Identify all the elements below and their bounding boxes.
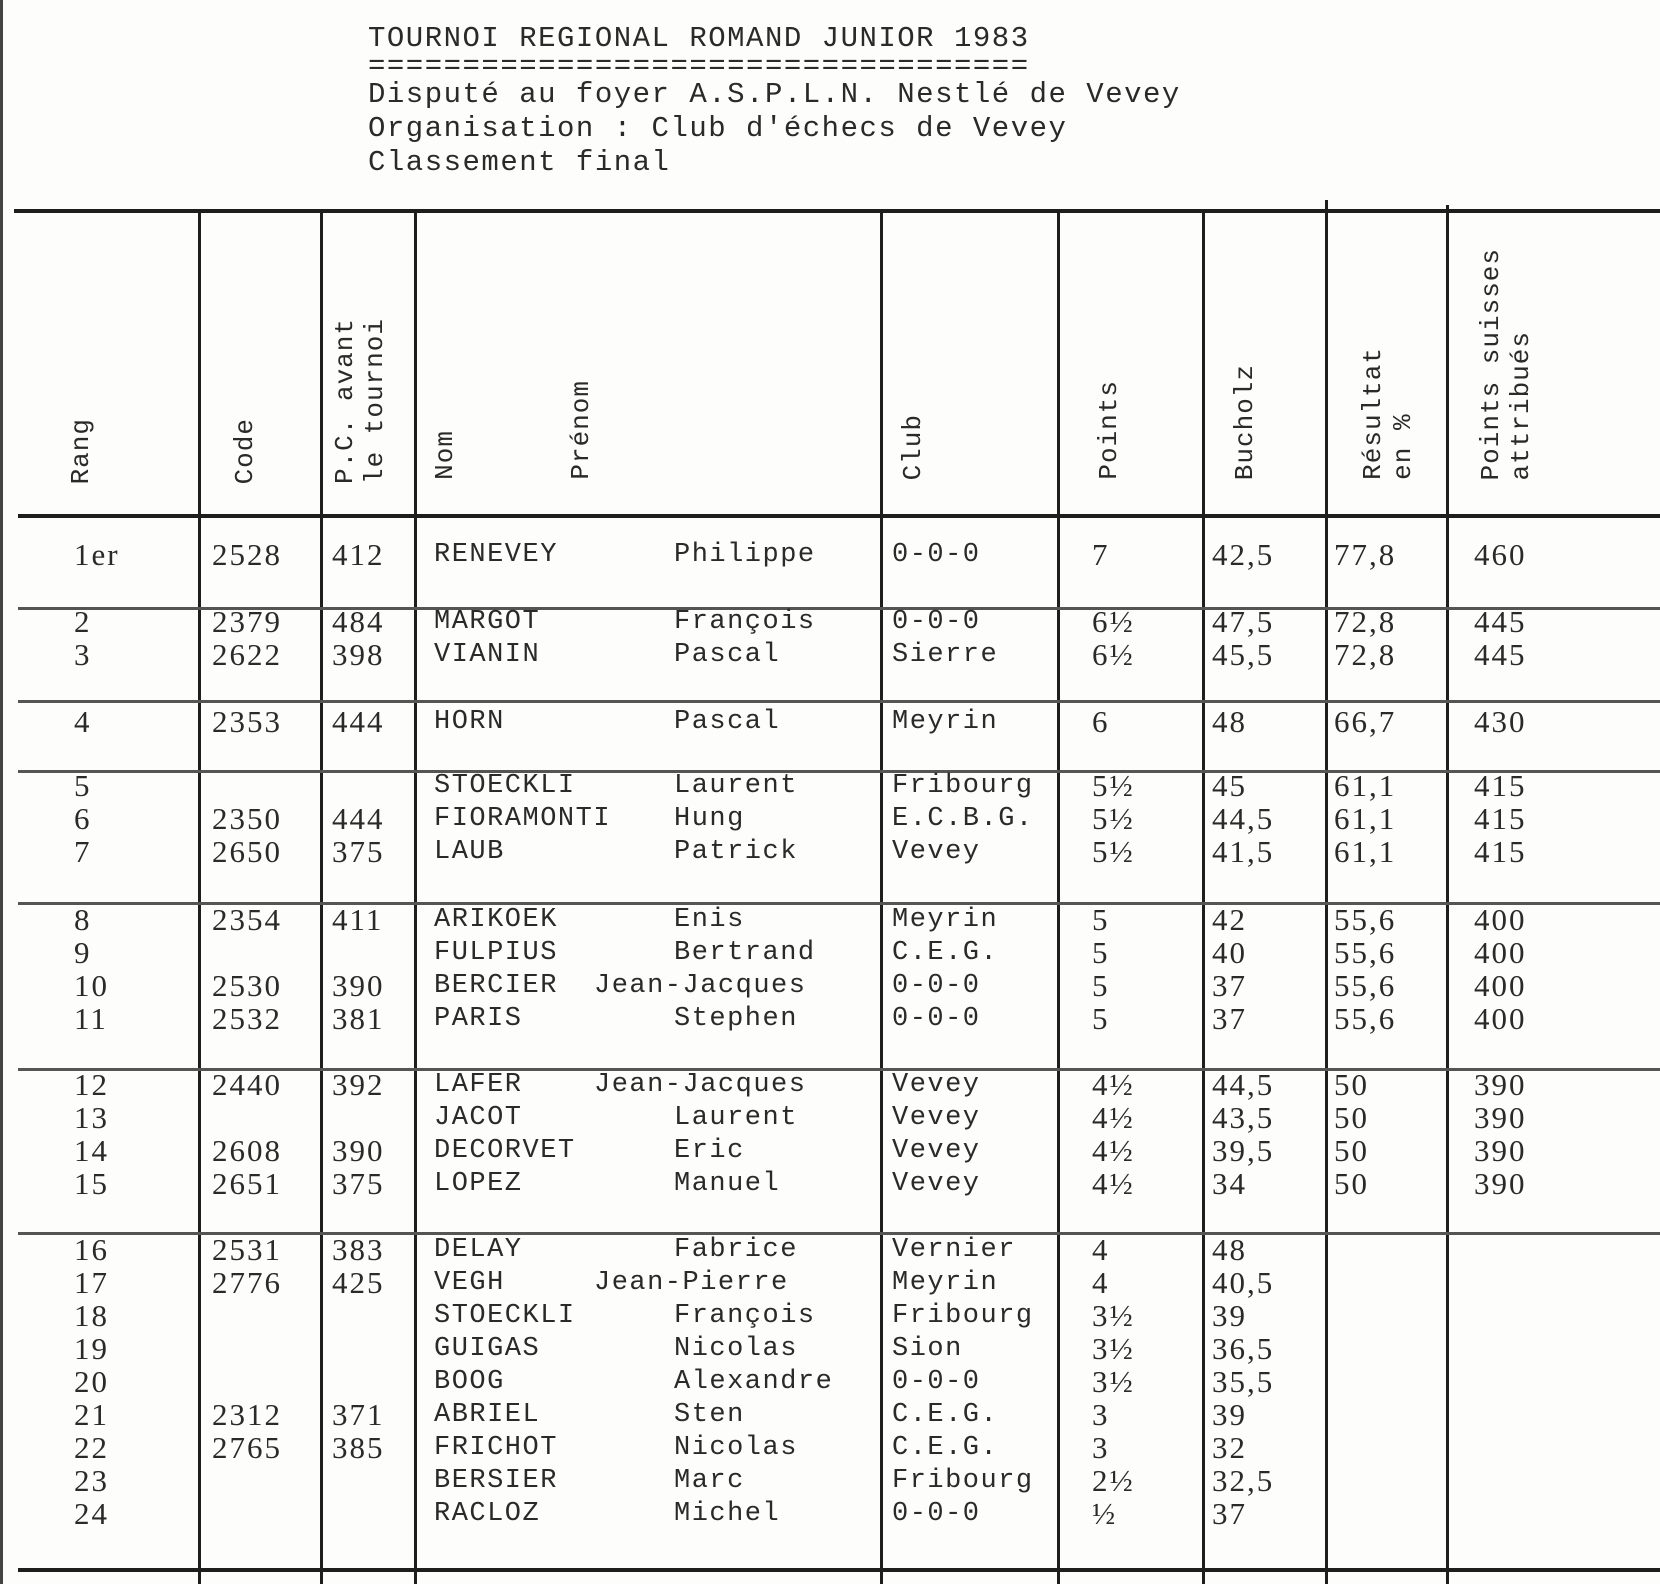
cell-pc: 375 <box>332 1166 385 1201</box>
cell-club: C.E.G. <box>892 938 999 968</box>
cell-resultat: 55,6 <box>1334 968 1397 1003</box>
cell-club: Sierre <box>892 640 999 670</box>
cell-prenom: Patrick <box>674 837 798 867</box>
cell-bucholz: 40,5 <box>1212 1265 1275 1300</box>
cell-nom: FRICHOT <box>434 1433 558 1463</box>
cell-club: Fribourg <box>892 771 1034 801</box>
cell-code: 2776 <box>212 1265 282 1300</box>
cell-rang: 21 <box>74 1397 109 1432</box>
cell-suisses: 415 <box>1474 801 1527 836</box>
cell-suisses: 390 <box>1474 1133 1527 1168</box>
table-bottom-border <box>18 1568 1660 1572</box>
cell-points: 3 <box>1092 1397 1110 1432</box>
cell-club: Sion <box>892 1334 963 1364</box>
header-club: Club <box>898 413 928 480</box>
cell-suisses: 415 <box>1474 768 1527 803</box>
cell-points: 6½ <box>1092 637 1135 672</box>
cell-code: 2379 <box>212 604 282 639</box>
cell-code: 2608 <box>212 1133 282 1168</box>
cell-prenom: Bertrand <box>674 938 816 968</box>
cell-bucholz: 40 <box>1212 935 1247 970</box>
cell-points: 4½ <box>1092 1133 1135 1168</box>
cell-bucholz: 44,5 <box>1212 801 1275 836</box>
cell-bucholz: 48 <box>1212 1232 1247 1267</box>
group-separator <box>18 700 1660 703</box>
cell-nom: FIORAMONTI <box>434 804 612 834</box>
cell-rang: 2 <box>74 604 92 639</box>
cell-prenom: Philippe <box>674 540 816 570</box>
cell-pc: 444 <box>332 801 385 836</box>
cell-nom: GUIGAS <box>434 1334 541 1364</box>
cell-points: 5 <box>1092 968 1110 1003</box>
cell-rang: 3 <box>74 637 92 672</box>
cell-code: 2622 <box>212 637 282 672</box>
cell-resultat: 50 <box>1334 1166 1369 1201</box>
cell-rang: 24 <box>74 1496 109 1531</box>
cell-prenom: Stephen <box>674 1004 798 1034</box>
cell-code: 2528 <box>212 537 282 572</box>
cell-bucholz: 39,5 <box>1212 1133 1275 1168</box>
cell-club: Vevey <box>892 1070 981 1100</box>
cell-rang: 14 <box>74 1133 109 1168</box>
cell-bucholz: 45,5 <box>1212 637 1275 672</box>
cell-prenom: Manuel <box>674 1169 781 1199</box>
cell-pc: 444 <box>332 704 385 739</box>
cell-nom: DECORVET <box>434 1136 576 1166</box>
cell-points: 6½ <box>1092 604 1135 639</box>
cell-nom: ARIKOEK <box>434 905 558 935</box>
cell-resultat: 77,8 <box>1334 537 1397 572</box>
cell-resultat: 72,8 <box>1334 637 1397 672</box>
cell-points: 7 <box>1092 537 1110 572</box>
cell-rang: 15 <box>74 1166 109 1201</box>
cell-resultat: 55,6 <box>1334 1001 1397 1036</box>
cell-code: 2440 <box>212 1067 282 1102</box>
cell-nom: LOPEZ <box>434 1169 523 1199</box>
cell-rang: 22 <box>74 1430 109 1465</box>
cell-prenom: Nicolas <box>674 1334 798 1364</box>
cell-rang: 8 <box>74 902 92 937</box>
cell-prenom: François <box>674 1301 816 1331</box>
cell-nom: STOECKLI <box>434 1301 576 1331</box>
cell-points: 4 <box>1092 1265 1110 1300</box>
header-code: Code <box>230 417 260 484</box>
cell-rang: 23 <box>74 1463 109 1498</box>
cell-rang: 16 <box>74 1232 109 1267</box>
cell-nom: DELAY <box>434 1235 523 1265</box>
cell-prenom: Jean-Pierre <box>594 1268 789 1298</box>
cell-club: C.E.G. <box>892 1433 999 1463</box>
cell-nom: LAUB <box>434 837 505 867</box>
header-resultat: Résultat en % <box>1358 347 1418 480</box>
cell-bucholz: 32,5 <box>1212 1463 1275 1498</box>
col-divider-code <box>320 213 323 1584</box>
cell-nom: ABRIEL <box>434 1400 541 1430</box>
organisation-line: Organisation : Club d'échecs de Vevey <box>368 112 1068 145</box>
cell-pc: 383 <box>332 1232 385 1267</box>
cell-nom: RENEVEY <box>434 540 558 570</box>
cell-points: 5 <box>1092 1001 1110 1036</box>
cell-bucholz: 34 <box>1212 1166 1247 1201</box>
cell-bucholz: 39 <box>1212 1298 1247 1333</box>
cell-bucholz: 43,5 <box>1212 1100 1275 1135</box>
cell-prenom: Alexandre <box>674 1367 834 1397</box>
cell-points: 4½ <box>1092 1100 1135 1135</box>
cell-prenom: Fabrice <box>674 1235 798 1265</box>
cell-club: Meyrin <box>892 1268 999 1298</box>
cell-pc: 484 <box>332 604 385 639</box>
cell-club: Fribourg <box>892 1301 1034 1331</box>
cell-prenom: Eric <box>674 1136 745 1166</box>
cell-rang: 13 <box>74 1100 109 1135</box>
cell-club: 0-0-0 <box>892 1367 981 1397</box>
cell-rang: 18 <box>74 1298 109 1333</box>
cell-suisses: 390 <box>1474 1166 1527 1201</box>
cell-points: 3 <box>1092 1430 1110 1465</box>
cell-pc: 390 <box>332 968 385 1003</box>
cell-bucholz: 48 <box>1212 704 1247 739</box>
cell-pc: 381 <box>332 1001 385 1036</box>
cell-code: 2312 <box>212 1397 282 1432</box>
cell-club: Vevey <box>892 1103 981 1133</box>
col-divider-name <box>880 213 883 1584</box>
col-divider-rang <box>198 213 201 1584</box>
cell-bucholz: 37 <box>1212 968 1247 1003</box>
cell-prenom: François <box>674 607 816 637</box>
cell-bucholz: 45 <box>1212 768 1247 803</box>
cell-club: 0-0-0 <box>892 607 981 637</box>
cell-code: 2354 <box>212 902 282 937</box>
cell-points: 2½ <box>1092 1463 1135 1498</box>
cell-rang: 4 <box>74 704 92 739</box>
cell-suisses: 430 <box>1474 704 1527 739</box>
cell-code: 2530 <box>212 968 282 1003</box>
cell-points: 3½ <box>1092 1331 1135 1366</box>
cell-bucholz: 36,5 <box>1212 1331 1275 1366</box>
cell-bucholz: 32 <box>1212 1430 1247 1465</box>
cell-pc: 425 <box>332 1265 385 1300</box>
cell-nom: VEGH <box>434 1268 505 1298</box>
cell-rang: 9 <box>74 935 92 970</box>
cell-club: 0-0-0 <box>892 971 981 1001</box>
cell-resultat: 61,1 <box>1334 768 1397 803</box>
header-points: Points <box>1094 380 1124 480</box>
cell-bucholz: 44,5 <box>1212 1067 1275 1102</box>
cell-rang: 1er <box>74 537 120 572</box>
cell-resultat: 50 <box>1334 1067 1369 1102</box>
cell-resultat: 61,1 <box>1334 801 1397 836</box>
cell-nom: FULPIUS <box>434 938 558 968</box>
cell-nom: LAFER <box>434 1070 523 1100</box>
cell-suisses: 400 <box>1474 935 1527 970</box>
cell-pc: 412 <box>332 537 385 572</box>
header-bucholz: Bucholz <box>1230 363 1260 480</box>
group-separator <box>18 770 1660 773</box>
cell-resultat: 72,8 <box>1334 604 1397 639</box>
cell-bucholz: 37 <box>1212 1001 1247 1036</box>
cell-points: 5 <box>1092 935 1110 970</box>
cell-club: 0-0-0 <box>892 1004 981 1034</box>
cell-code: 2650 <box>212 834 282 869</box>
col-divider-points <box>1202 213 1205 1584</box>
cell-rang: 17 <box>74 1265 109 1300</box>
cell-suisses: 460 <box>1474 537 1527 572</box>
cell-club: Vernier <box>892 1235 1016 1265</box>
col-divider-club <box>1057 213 1060 1584</box>
cell-pc: 392 <box>332 1067 385 1102</box>
cell-suisses: 445 <box>1474 637 1527 672</box>
cell-nom: BERSIER <box>434 1466 558 1496</box>
cell-points: 4½ <box>1092 1166 1135 1201</box>
table-top-border <box>14 209 1660 213</box>
cell-nom: MARGOT <box>434 607 541 637</box>
cell-points: 4 <box>1092 1232 1110 1267</box>
cell-prenom: Pascal <box>674 640 781 670</box>
cell-nom: HORN <box>434 707 505 737</box>
cell-resultat: 61,1 <box>1334 834 1397 869</box>
cell-points: 5 <box>1092 902 1110 937</box>
cell-bucholz: 42 <box>1212 902 1247 937</box>
cell-nom: RACLOZ <box>434 1499 541 1529</box>
cell-nom: VIANIN <box>434 640 541 670</box>
cell-pc: 375 <box>332 834 385 869</box>
cell-resultat: 55,6 <box>1334 902 1397 937</box>
cell-rang: 7 <box>74 834 92 869</box>
cell-points: ½ <box>1092 1496 1118 1531</box>
cell-rang: 12 <box>74 1067 109 1102</box>
cell-bucholz: 41,5 <box>1212 834 1275 869</box>
cell-bucholz: 47,5 <box>1212 604 1275 639</box>
cell-prenom: Michel <box>674 1499 781 1529</box>
cell-prenom: Laurent <box>674 771 798 801</box>
cell-club: Vevey <box>892 1169 981 1199</box>
cell-suisses: 390 <box>1474 1067 1527 1102</box>
cell-club: Meyrin <box>892 707 999 737</box>
cell-pc: 398 <box>332 637 385 672</box>
cell-points: 5½ <box>1092 834 1135 869</box>
cell-prenom: Jean-Jacques <box>594 1070 807 1100</box>
cell-points: 6 <box>1092 704 1110 739</box>
cell-prenom: Jean-Jacques <box>594 971 807 1001</box>
cell-resultat: 50 <box>1334 1133 1369 1168</box>
cell-suisses: 400 <box>1474 902 1527 937</box>
cell-prenom: Nicolas <box>674 1433 798 1463</box>
header-nom: Nom <box>430 430 460 480</box>
cell-points: 5½ <box>1092 801 1135 836</box>
cell-code: 2532 <box>212 1001 282 1036</box>
cell-club: Vevey <box>892 1136 981 1166</box>
cell-prenom: Pascal <box>674 707 781 737</box>
header-bottom-border <box>18 514 1660 518</box>
cell-rang: 11 <box>74 1001 108 1036</box>
cell-suisses: 400 <box>1474 968 1527 1003</box>
cell-prenom: Hung <box>674 804 745 834</box>
cell-code: 2765 <box>212 1430 282 1465</box>
header-prenom: Prénom <box>566 380 596 480</box>
cell-nom: PARIS <box>434 1004 523 1034</box>
cell-club: E.C.B.G. <box>892 804 1034 834</box>
cell-rang: 10 <box>74 968 109 1003</box>
header-suisses: Points suisses attribués <box>1476 247 1536 480</box>
cell-pc: 371 <box>332 1397 385 1432</box>
cell-prenom: Enis <box>674 905 745 935</box>
cell-nom: STOECKLI <box>434 771 576 801</box>
cell-code: 2350 <box>212 801 282 836</box>
page-edge <box>0 0 3 1584</box>
cell-club: 0-0-0 <box>892 540 981 570</box>
cell-suisses: 400 <box>1474 1001 1527 1036</box>
cell-nom: BOOG <box>434 1367 505 1397</box>
cell-pc: 390 <box>332 1133 385 1168</box>
cell-club: Meyrin <box>892 905 999 935</box>
cell-suisses: 445 <box>1474 604 1527 639</box>
cell-rang: 5 <box>74 768 92 803</box>
cell-rang: 20 <box>74 1364 109 1399</box>
cell-points: 4½ <box>1092 1067 1135 1102</box>
document-header <box>368 22 1181 180</box>
venue-line: Disputé au foyer A.S.P.L.N. Nestlé de Vevey <box>368 78 1181 111</box>
cell-rang: 19 <box>74 1331 109 1366</box>
classement-line: Classement final <box>368 146 671 179</box>
header-rang: Rang <box>66 417 96 484</box>
cell-bucholz: 42,5 <box>1212 537 1275 572</box>
cell-bucholz: 39 <box>1212 1397 1247 1432</box>
cell-code: 2531 <box>212 1232 282 1267</box>
cell-bucholz: 37 <box>1212 1496 1247 1531</box>
cell-code: 2353 <box>212 704 282 739</box>
cell-points: 3½ <box>1092 1298 1135 1333</box>
cell-bucholz: 35,5 <box>1212 1364 1275 1399</box>
cell-club: Fribourg <box>892 1466 1034 1496</box>
col-divider-bucholz <box>1325 200 1328 1584</box>
cell-prenom: Marc <box>674 1466 745 1496</box>
cell-pc: 385 <box>332 1430 385 1465</box>
col-divider-resultat <box>1446 205 1449 1584</box>
cell-suisses: 415 <box>1474 834 1527 869</box>
cell-nom: JACOT <box>434 1103 523 1133</box>
header-pc: P.C. avant le tournoi <box>330 317 390 484</box>
cell-resultat: 50 <box>1334 1100 1369 1135</box>
cell-nom: BERCIER <box>434 971 558 1001</box>
cell-club: Vevey <box>892 837 981 867</box>
document-title: TOURNOI REGIONAL ROMAND JUNIOR 1983 <box>368 22 1030 55</box>
col-divider-pc <box>414 213 417 1584</box>
cell-prenom: Sten <box>674 1400 745 1430</box>
cell-suisses: 390 <box>1474 1100 1527 1135</box>
title-underline: =================================== <box>368 50 1030 83</box>
cell-code: 2651 <box>212 1166 282 1201</box>
cell-points: 3½ <box>1092 1364 1135 1399</box>
cell-resultat: 55,6 <box>1334 935 1397 970</box>
cell-prenom: Laurent <box>674 1103 798 1133</box>
cell-rang: 6 <box>74 801 92 836</box>
cell-points: 5½ <box>1092 768 1135 803</box>
cell-pc: 411 <box>332 902 384 937</box>
cell-club: C.E.G. <box>892 1400 999 1430</box>
cell-resultat: 66,7 <box>1334 704 1397 739</box>
cell-club: 0-0-0 <box>892 1499 981 1529</box>
